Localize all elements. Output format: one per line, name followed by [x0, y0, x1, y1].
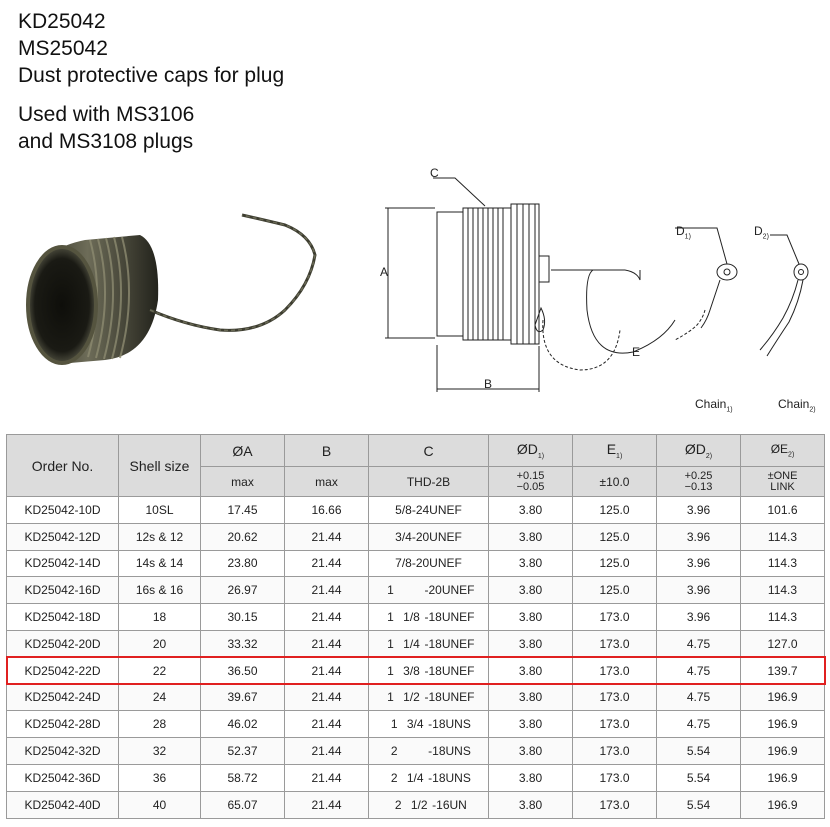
- cell-shell-size: 16s & 16: [119, 577, 201, 604]
- cell-shell-size: 32: [119, 738, 201, 765]
- cell-shell-size: 24: [119, 684, 201, 711]
- cell-b: 21.44: [285, 577, 369, 604]
- thread-whole: 1: [387, 636, 394, 651]
- header-b-sub: max: [285, 467, 369, 497]
- cell-order-no: KD25042-10D: [7, 497, 119, 524]
- cell-d2: 4.75: [657, 684, 741, 711]
- cell-b: 21.44: [285, 630, 369, 657]
- spec-table: [6, 434, 825, 819]
- table-row: [7, 577, 825, 604]
- cell-order-no: KD25042-24D: [7, 684, 119, 711]
- cell-c-thread: [369, 791, 489, 818]
- cell-b: 21.44: [285, 657, 369, 684]
- header-e2-tol: ±ONE LINK: [741, 467, 825, 497]
- cell-order-no: KD25042-22D: [7, 657, 119, 684]
- cell-shell-size: 14s & 14: [119, 550, 201, 577]
- cell-e2: 196.9: [741, 711, 825, 738]
- table-row: [7, 497, 825, 524]
- cell-shell-size: 10SL: [119, 497, 201, 524]
- header-c-sub: THD-2B: [369, 467, 489, 497]
- cell-a: 20.62: [201, 523, 285, 550]
- thread-fraction: 3/8: [403, 663, 420, 678]
- cell-order-no: KD25042-32D: [7, 738, 119, 765]
- cell-e1: 125.0: [573, 497, 657, 524]
- cell-order-no: KD25042-40D: [7, 791, 119, 818]
- technical-drawing: [375, 160, 825, 420]
- cell-c-thread: [369, 738, 489, 765]
- cell-e1: 125.0: [573, 523, 657, 550]
- cell-e2: 114.3: [741, 577, 825, 604]
- cell-e2: 127.0: [741, 630, 825, 657]
- cell-a: 23.80: [201, 550, 285, 577]
- thread-whole: 1: [390, 717, 398, 732]
- thread-fraction: 3/4: [406, 717, 424, 732]
- cell-d2: 5.54: [657, 791, 741, 818]
- table-row: [7, 711, 825, 738]
- table-row: [7, 550, 825, 577]
- cell-a: 46.02: [201, 711, 285, 738]
- cell-e1: 173.0: [573, 604, 657, 631]
- cell-order-no: KD25042-20D: [7, 630, 119, 657]
- product-photo: [10, 205, 355, 405]
- header-a-sub: max: [201, 467, 285, 497]
- usage-line-2: and MS3108 plugs: [18, 130, 194, 153]
- cell-a: 58.72: [201, 764, 285, 791]
- thread-whole: 2: [394, 797, 402, 812]
- title-block: [18, 8, 284, 155]
- header-shell-size: Shell size: [119, 435, 201, 497]
- thread-fraction: 1/8: [403, 610, 420, 625]
- title-part-number: KD25042: [18, 10, 106, 33]
- cell-d1: 3.80: [489, 497, 573, 524]
- header-e2: $ØE_{2)}$: [741, 435, 825, 467]
- cell-b: 21.44: [285, 764, 369, 791]
- table-row: [7, 764, 825, 791]
- cell-a: 52.37: [201, 738, 285, 765]
- cell-d1: 3.80: [489, 791, 573, 818]
- thread-spec: -20UNEF: [424, 583, 475, 598]
- cell-d2: 3.96: [657, 523, 741, 550]
- cell-e2: 114.3: [741, 604, 825, 631]
- header-e1: $E_{1)}$: [573, 435, 657, 467]
- cell-c-thread: [369, 497, 489, 524]
- table-row: [7, 604, 825, 631]
- thread-spec: -18UNEF: [424, 690, 475, 705]
- cell-b: 21.44: [285, 791, 369, 818]
- cell-shell-size: 12s & 12: [119, 523, 201, 550]
- thread-spec: -18UNEF: [424, 636, 475, 651]
- cell-shell-size: 18: [119, 604, 201, 631]
- spec-table-body: [7, 497, 825, 819]
- header-order-no: Order No.: [7, 435, 119, 497]
- label-e: E: [632, 345, 641, 359]
- thread-spec: -18UNS: [428, 770, 471, 785]
- table-row: [7, 657, 825, 684]
- usage-line-1: Used with MS3106: [18, 103, 195, 126]
- cell-d1: 3.80: [489, 630, 573, 657]
- cell-e2: 139.7: [741, 657, 825, 684]
- thread-spec: 5/8-24UNEF: [395, 502, 462, 517]
- table-row: [7, 738, 825, 765]
- cell-b: 21.44: [285, 711, 369, 738]
- cell-d2: 3.96: [657, 604, 741, 631]
- cell-d2: 5.54: [657, 764, 741, 791]
- cell-d1: 3.80: [489, 523, 573, 550]
- thread-spec: 3/4-20UNEF: [395, 529, 462, 544]
- thread-whole: 2: [390, 770, 398, 785]
- cell-d2: 3.96: [657, 577, 741, 604]
- cell-e2: 101.6: [741, 497, 825, 524]
- cell-order-no: KD25042-36D: [7, 764, 119, 791]
- cell-d1: 3.80: [489, 711, 573, 738]
- cell-e2: 196.9: [741, 764, 825, 791]
- cell-d1: 3.80: [489, 550, 573, 577]
- cell-d1: 3.80: [489, 577, 573, 604]
- cell-d2: 4.75: [657, 711, 741, 738]
- cell-e1: 125.0: [573, 550, 657, 577]
- cell-d1: 3.80: [489, 657, 573, 684]
- cell-e2: 114.3: [741, 523, 825, 550]
- thread-spec: -18UNS: [428, 744, 471, 759]
- header-c: C: [369, 435, 489, 467]
- cell-b: 21.44: [285, 604, 369, 631]
- cell-c-thread: [369, 684, 489, 711]
- cell-c-thread: [369, 604, 489, 631]
- cell-a: 26.97: [201, 577, 285, 604]
- cell-d1: 3.80: [489, 684, 573, 711]
- cell-e1: 173.0: [573, 657, 657, 684]
- cell-b: 21.44: [285, 738, 369, 765]
- cell-c-thread: [369, 523, 489, 550]
- label-chain2: Chain$_{2)}$: [778, 397, 816, 414]
- cell-d1: 3.80: [489, 604, 573, 631]
- thread-spec: -18UNEF: [424, 663, 475, 678]
- table-row: [7, 684, 825, 711]
- cell-e2: 196.9: [741, 791, 825, 818]
- cell-shell-size: 20: [119, 630, 201, 657]
- cell-e1: 173.0: [573, 684, 657, 711]
- header-b: B: [285, 435, 369, 467]
- header-d1-tol: +0.15 −0.05: [489, 467, 573, 497]
- cell-b: 21.44: [285, 684, 369, 711]
- table-row: [7, 791, 825, 818]
- label-c: C: [430, 166, 439, 180]
- cell-a: 30.15: [201, 604, 285, 631]
- cell-order-no: KD25042-12D: [7, 523, 119, 550]
- cell-shell-size: 40: [119, 791, 201, 818]
- cell-order-no: KD25042-18D: [7, 604, 119, 631]
- cell-e1: 173.0: [573, 711, 657, 738]
- thread-spec: -16UN: [432, 797, 467, 812]
- header-e1-tol: ±10.0: [573, 467, 657, 497]
- table-row: [7, 523, 825, 550]
- cell-b: 21.44: [285, 523, 369, 550]
- cell-d2: 3.96: [657, 497, 741, 524]
- header-d2-tol: +0.25 −0.13: [657, 467, 741, 497]
- thread-whole: 1: [387, 663, 394, 678]
- thread-spec: -18UNEF: [424, 610, 475, 625]
- cell-c-thread: [369, 657, 489, 684]
- cell-c-thread: [369, 630, 489, 657]
- cell-order-no: KD25042-16D: [7, 577, 119, 604]
- cell-d1: 3.80: [489, 764, 573, 791]
- label-a: A: [380, 265, 389, 279]
- cell-shell-size: 36: [119, 764, 201, 791]
- cell-a: 36.50: [201, 657, 285, 684]
- cell-e2: 196.9: [741, 684, 825, 711]
- header-a: ØA: [201, 435, 285, 467]
- label-b: B: [484, 377, 493, 391]
- thread-whole: 1: [387, 583, 394, 598]
- table-row: [7, 630, 825, 657]
- label-d2: $D_{2)}$: [754, 224, 769, 241]
- cell-e1: 173.0: [573, 738, 657, 765]
- thread-fraction: 1/4: [406, 770, 424, 785]
- cell-a: 39.67: [201, 684, 285, 711]
- thread-spec: 7/8-20UNEF: [395, 556, 462, 571]
- header-d2: $ØD_{2)}$: [657, 435, 741, 467]
- cell-shell-size: 28: [119, 711, 201, 738]
- cell-a: 65.07: [201, 791, 285, 818]
- cell-e1: 173.0: [573, 791, 657, 818]
- cell-b: 16.66: [285, 497, 369, 524]
- thread-spec: -18UNS: [428, 717, 471, 732]
- header-d1: $ØD_{1)}$: [489, 435, 573, 467]
- cell-e1: 173.0: [573, 764, 657, 791]
- label-chain1: Chain$_{1)}$: [695, 397, 733, 414]
- label-d1: $D_{1)}$: [676, 224, 691, 241]
- cell-shell-size: 22: [119, 657, 201, 684]
- cell-c-thread: [369, 711, 489, 738]
- cell-order-no: KD25042-14D: [7, 550, 119, 577]
- cell-e1: 125.0: [573, 577, 657, 604]
- cell-d1: 3.80: [489, 738, 573, 765]
- cell-c-thread: [369, 764, 489, 791]
- cell-d2: 3.96: [657, 550, 741, 577]
- cell-a: 33.32: [201, 630, 285, 657]
- cell-c-thread: [369, 550, 489, 577]
- thread-whole: 1: [387, 690, 394, 705]
- title-description: Dust protective caps for plug: [18, 64, 285, 87]
- thread-fraction: 1/2: [403, 690, 420, 705]
- thread-whole: 2: [390, 744, 398, 759]
- cell-d2: 5.54: [657, 738, 741, 765]
- cell-d2: 4.75: [657, 657, 741, 684]
- cell-e2: 114.3: [741, 550, 825, 577]
- thread-fraction: 1/2: [410, 797, 428, 812]
- thread-fraction: 1/4: [403, 636, 420, 651]
- cell-d2: 4.75: [657, 630, 741, 657]
- thread-whole: 1: [387, 610, 394, 625]
- cell-a: 17.45: [201, 497, 285, 524]
- cell-e1: 173.0: [573, 630, 657, 657]
- cell-order-no: KD25042-28D: [7, 711, 119, 738]
- cell-e2: 196.9: [741, 738, 825, 765]
- title-ms-number: MS25042: [18, 37, 108, 60]
- cell-b: 21.44: [285, 550, 369, 577]
- cell-c-thread: [369, 577, 489, 604]
